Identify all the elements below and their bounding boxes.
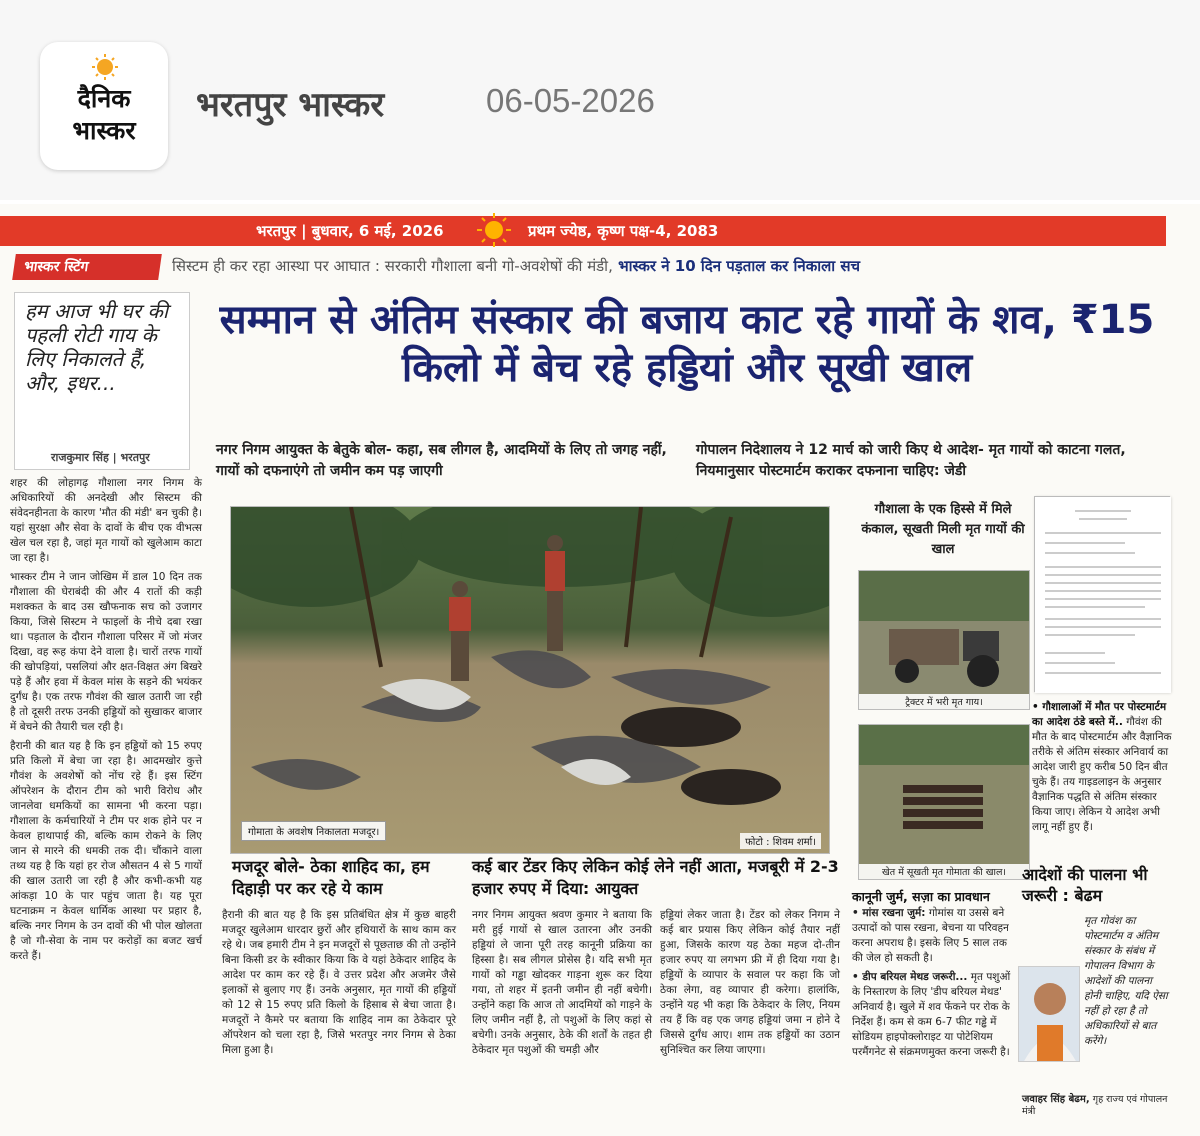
main-headline: सम्मान से अंतिम संस्कार की बजाय काट रहे गायों के शव, ₹15 किलो में बेच रहे हड्डियां और सूखी खाल xyxy=(219,297,1155,391)
sun-emblem-icon xyxy=(476,212,512,248)
field-photo xyxy=(858,724,1030,880)
minister-name xyxy=(1022,1094,1172,1118)
col2-body-a: नगर निगम आयुक्त श्रवण कुमार ने बताया कि मरी हुई गायों से खाल उतारना और उनकी हड्डियां ले जाना पूरी तरह कानूनी प्रक्रिया का हिस्सा है। सब लीगल प्रोसेस है। यदि सभी मृत गायों को गड्ढा खोदकर गाड़ना शुरू कर दिया गया, तो शहर में इतनी जमीन ही नहीं बचेगी। उन्होंने कहा कि आज तो आदमियों को गाड़ने के लिए जमीन नहीं है, तो पशुओं के लिए कहां से बचेगी। उनके अनुसार, ठेके की शर्तों के तहत ही ठेकेदार मृत पशुओं की चमड़ी और xyxy=(472,909,652,1056)
photo-credit: फोटो : शिवम शर्मा। xyxy=(740,833,821,849)
left-column-paragraph: शहर की लोहागढ़ गौशाला नगर निगम के अधिकारियों की अनदेखी और सिस्टम की संवेदनहीनता के कारण 'मौत की मंडी' बन चुकी है। यहां सुरक्षा और सेवा के दावों के बीच एक वीभत्स खेल चल रहा है, जहां मृत गायों को खुलेआम काटा जा रहा है। xyxy=(10,477,202,564)
skeleton-caption: गौशाला के एक हिस्से में मिले कंकाल, सूखती मिली मृत गायों की खाल xyxy=(861,502,1025,557)
dainik-bhaskar-logo[interactable] xyxy=(40,42,168,170)
tractor-caption: ट्रैक्टर में भरी मृत गाय। xyxy=(859,694,1029,709)
gaushala-title: • गौशालाओं में मौत पर पोस्टमार्टम का आदेश ठंडे बस्ते में.. xyxy=(1032,701,1167,728)
byline: राजकुमार सिंह | भरतपुर xyxy=(51,451,150,464)
law-item1-title: • मांस रखना जुर्म: xyxy=(852,907,926,919)
left-quote-box xyxy=(14,292,190,470)
law-item2 xyxy=(852,970,1014,1060)
kicker-part2: भास्कर ने 10 दिन पड़ताल कर निकाला सच xyxy=(612,257,861,275)
newspaper-page xyxy=(0,204,1200,1136)
left-column-paragraph: हैरानी की बात यह है कि इन हड्डियों को 15 रुपए प्रति किलो में बेचा जा रहा है। आदमखोर कुत्ते गौवंश के अवशेषों को नोंच रहे हैं। इस स्टिंग ऑपरेशन के दौरान टीम को भारी विरोध और जानलेवा धमकियों का सामना भी करना पड़ा। गौशाला के कर्मचारियों ने टीम पर शक होने पर न केवल हाथापाई की, बल्कि काम रोकने के लिए जान से मारने की धमकी तक दी। चौंकाने वाला तथ्य यह है कि यहां हर रोज औसतन 4 से 5 गायों की खाल उतारी जा रही है और कभी-कभी यह आंकड़ा 10 के पार पहुंच जाता है। यह पूरा घटनाक्रम न केवल धार्मिक आस्था पर प्रहार है, बल्कि नगर निगम के उन दावों की भी पोल खोलता है जो गौ-सेवा के नाम पर करोड़ों का बजट खर्च करते हैं। xyxy=(10,740,202,962)
col2-body-b: हड्डियां लेकर जाता है। टेंडर को लेकर निगम ने कई बार प्रयास किए लेकिन कोई तैयार नहीं हुआ, जिसके कारण यह ठेका महज दो-तीन हजार रुपए या लगभग फ्री में ही दिया गया है। हड्डियों के व्यापार के सवाल पर कहा कि जो ठेका लेगा, वह व्यापार ही करेगा। हालांकि, उन्होंने यह भी कहा कि ठेकेदार के लिए, नियम तय हैं कि वह एक जगह हड्डियां जमा न होने दे जिससे दुर्गंध आए। शाम तक हड्डियों का उठान सुनिश्चित कर लिया जाएगा। xyxy=(660,909,840,1056)
law-body xyxy=(852,906,1014,1064)
masthead-panchang: प्रथम ज्येष्ठ, कृष्ण पक्ष-4, 2083 xyxy=(528,222,719,240)
kicker-part1: सिस्टम ही कर रहा आस्था पर आघात : सरकारी गौशाला बनी गो-अवशेषों की मंडी, xyxy=(172,257,613,275)
left-column-paragraph: भास्कर टीम ने जान जोखिम में डाल 10 दिन तक गौशाला की घेराबंदी की और 4 रातों की कड़ी मशक्कत के बाद उस खौफनाक सच को उजागर किया, जिसे सिस्टम ने फाइलों के नीचे दबा रखा था। पड़ताल के दौरान गौशाला परिसर में जो मंजर दिखा, वह रूह कंपा देने वाला है। चारों तरफ गायों की खोपड़ियां, पसलियां और क्षत-विक्षत अंग बिखरे पड़े हैं और हवा में केवल मांस के सड़ने की भयंकर दुर्गंध है। एक तरफ गौवंश की खाल उतारी जा रही है तो दूसरी तरफ उनकी हड्डियों को सुखाकर बाजार में बेचने की तैयारी चल रही है। xyxy=(10,571,202,733)
logo-line2: भास्कर xyxy=(72,116,136,145)
minister-name-text: जवाहर सिंह बेढम, xyxy=(1022,1094,1090,1105)
subhead-right: गोपालन निदेशालय ने 12 मार्च को जारी किए थे आदेश- मृत गायों को काटना गलत, नियमानुसार पोस्टमार्टम कराकर दफनाना चाहिए: जेडी xyxy=(696,442,1126,479)
minister-designation: गृह राज्य एवं गोपालन मंत्री xyxy=(1022,1094,1168,1117)
minister-avatar xyxy=(1019,967,1080,1062)
left-column-body xyxy=(10,476,202,968)
masthead-city-date: भरतपुर | बुधवार, 6 मई, 2026 xyxy=(256,222,444,240)
tractor-photo-illustration xyxy=(859,571,1030,710)
tractor-photo xyxy=(858,570,1030,710)
photo-caption: गोमाता के अवशेष निकालता मजदूर। xyxy=(241,821,386,841)
edition-title: भरतपुर भास्कर xyxy=(196,85,385,125)
order-letter-image xyxy=(1034,496,1170,692)
field-caption: खेत में सूखती मृत गोमाता की खाल। xyxy=(859,864,1029,879)
bone-yard-photo-illustration xyxy=(231,507,830,854)
left-quote-text: हम आज भी घर की पहली रोटी गाय के लिए निकालते हैं, और, इधर... xyxy=(25,299,169,395)
law-item2-text: मृत पशुओं के निस्तारण के लिए 'डीप बरियल मेथड' अनिवार्य है। खुले में शव फेंकने पर रोक के निर्देश हैं। कम से कम 6-7 फीट गड्ढे में सोडियम हाइपोक्लोराइट या पोटेशियम परमैंगनेट से संक्रमणमुक्त करना जरूरी है। xyxy=(852,971,1011,1058)
field-photo-illustration xyxy=(859,725,1030,880)
kicker-line xyxy=(172,256,860,276)
aadesh-headline: आदेशों की पालना भी जरूरी : बेढम xyxy=(1022,865,1148,905)
main-photo xyxy=(230,506,830,854)
sun-logo-icon xyxy=(92,54,118,80)
sting-badge: भास्कर स्टिंग xyxy=(12,254,162,280)
edition-date[interactable]: 06-05-2026 xyxy=(486,82,655,119)
subhead-left: नगर निगम आयुक्त के बेतुके बोल- कहा, सब लीगल है, आदमियों के लिए तो जगह नहीं, गायों को दफनाएंगे तो जमीन कम पड़ जाएगी xyxy=(216,442,667,479)
col2-headline: कई बार टेंडर किए लेकिन कोई लेने नहीं आता, मजबूरी में 2-3 हजार रुपए में दिया: आयुक्त xyxy=(472,857,839,898)
law-headline: कानूनी जुर्म, सज़ा का प्रावधान xyxy=(852,889,990,904)
law-item1 xyxy=(852,906,1014,966)
gaushala-text: गौवंश की मौत के बाद पोस्टमार्टम और वैज्ञानिक तरीके से अंतिम संस्कार अनिवार्य का आदेश जारी हुए करीब 50 दिन बीत चुके हैं। तय गाइडलाइन के अनुसार वैज्ञानिक पद्धति से अंतिम संस्कार किया जाए। लेकिन ये आदेश अभी लागू नहीं हुए हैं। xyxy=(1032,716,1172,833)
app-header xyxy=(0,0,1200,200)
law-item1-text: गोमांस या उससे बने उत्पादों को पास रखना, बेचना या परिवहन करना अपराध है। इसके लिए 5 साल तक की जेल हो सकती है। xyxy=(852,907,1009,964)
law-item2-title: • डीप बरियल मेथड जरूरी... xyxy=(852,971,968,983)
gaushala-order-box xyxy=(1032,700,1172,835)
logo-line1: दैनिक xyxy=(77,84,131,113)
minister-photo xyxy=(1018,966,1080,1062)
masthead-strip xyxy=(0,216,1166,246)
aadesh-quote: मृत गोवंश का पोस्टमार्टम व अंतिम संस्कार के संबंध में गोपालन विभाग के आदेशों की पालना होनी चाहिए, यदि ऐसा नहीं हो रहा है तो अधिकारियों से बात करेंगे। xyxy=(1084,915,1168,1047)
page-bottom xyxy=(0,1124,1200,1136)
col1-headline: मजदूर बोले- ठेका शाहिद का, हम दिहाड़ी पर कर रहे ये काम xyxy=(232,857,430,898)
col1-body: हैरानी की बात यह है कि इस प्रतिबंधित क्षेत्र में कुछ बाहरी मजदूर खुलेआम धारदार छुरों और हथियारों के साथ काम कर रहे थे। जब हमारी टीम ने इन मजदूरों से पूछताछ की तो उन्होंने बिना किसी डर के स्वीकार किया कि वे यहां ठेकेदार शाहिद के आदेश पर काम कर रहे हैं। वे उत्तर प्रदेश और अजमेर जैसे इलाकों से बुलाए गए हैं। उनके अनुसार, मृत गायों की हड्डियों को 12 से 15 रुपए प्रति किलो के हिसाब से बेचा जाता है। मजदूरों ने कैमरे पर बताया कि शाहिद नाम का ठेकेदार पूरे ऑपरेशन को चला रहा है, जिसे भरतपुर नगर निगम से ठेका मिला हुआ है। xyxy=(222,909,456,1056)
document-icon xyxy=(1035,497,1171,693)
